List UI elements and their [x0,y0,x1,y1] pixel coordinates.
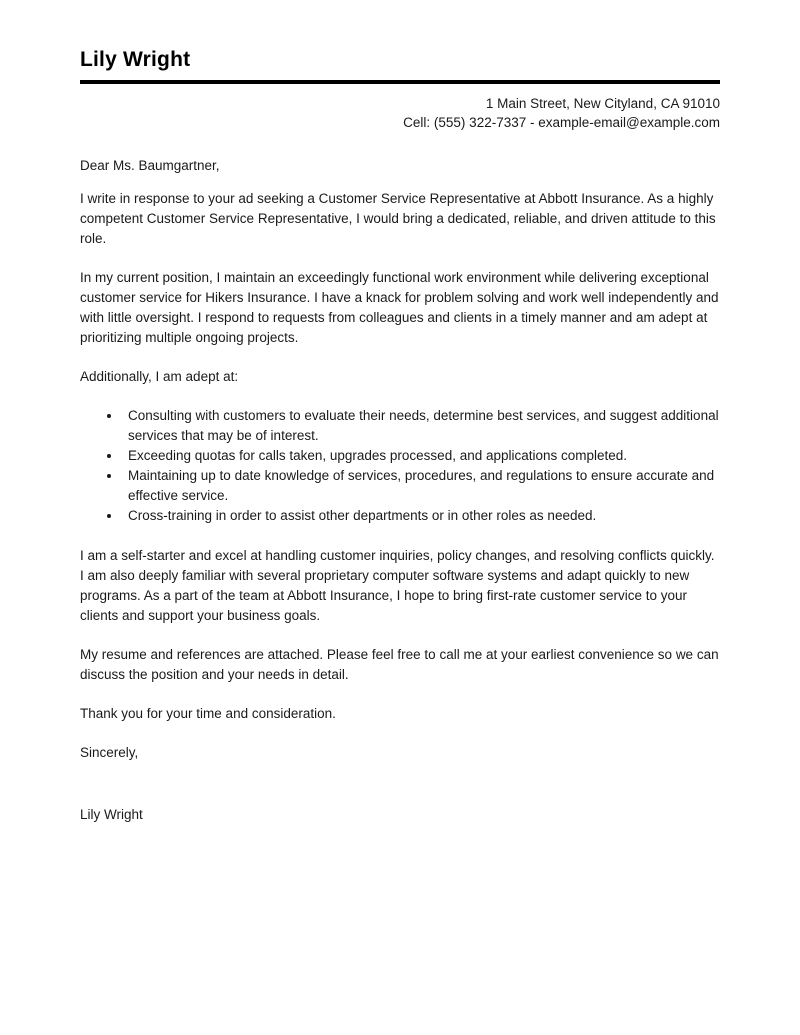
skills-bullet-list [80,406,720,526]
paragraph-resume-attached: My resume and references are attached. Please feel free to call me at your earliest convenience so we can discuss the position and your needs in detail. [80,647,719,682]
sender-name-heading: Lily Wright [80,48,191,71]
paragraph-self-starter: I am a self-starter and excel at handling customer inquiries, policy changes, and resolving conflicts quickly. I am also deeply familiar with several proprietary computer software systems and adapt quickly to new programs. As a part of the team at Abbott Insurance, I hope to bring first-rate customer service to your clients and support your business goals. [80,548,715,623]
address-line: 1 Main Street, New Cityland, CA 91010 [485,96,720,111]
salutation: Dear Ms. Baumgartner, [80,158,220,173]
paragraph-intro: I write in response to your ad seeking a Customer Service Representative at Abbott Insurance. As a highly competent Customer Service Representative, I would bring a dedicated, reliable, and driven attitude to this role. [80,191,716,246]
signature-name: Lily Wright [80,807,143,822]
bullet-item: • Consulting with customers to evaluate their needs, determine best services, and suggest additional services that may be of interest. [122,406,720,446]
bullet-item: • Exceeding quotas for calls taken, upgrades processed, and applications completed. [122,446,720,466]
paragraph-thanks: Thank you for your time and consideration. [80,706,336,721]
contact-line: Cell: (555) 322-7337 - example-email@example.com [403,115,720,130]
letter-body [80,156,720,825]
paragraph-skills-lead-in: Additionally, I am adept at: [80,369,239,384]
bullet-item: • Maintaining up to date knowledge of services, procedures, and regulations to ensure accurate and effective service. [122,466,720,506]
bullet-item: • Cross-training in order to assist other departments or in other roles as needed. [122,506,720,526]
paragraph-current-position: In my current position, I maintain an exceedingly functional work environment while delivering exceptional customer service for Hikers Insurance. I have a knack for problem solving and work well independently and with little oversight. I respond to requests from colleagues and clients in a timely manner and am adept at prioritizing multiple ongoing projects. [80,270,719,345]
header-divider [80,80,720,84]
contact-block [80,94,720,132]
closing: Sincerely, [80,745,139,760]
